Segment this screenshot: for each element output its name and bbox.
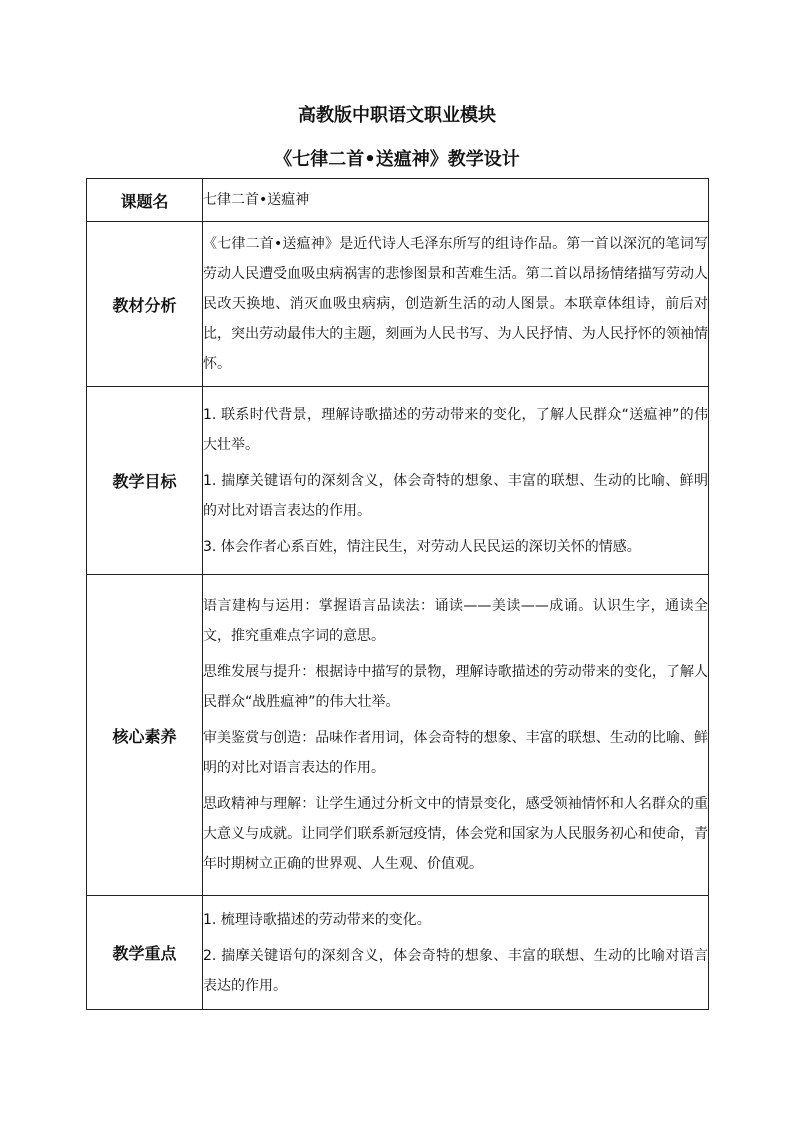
table-row bbox=[87, 222, 709, 387]
table-row bbox=[87, 179, 709, 222]
key-points-label: 教学重点 bbox=[87, 896, 203, 1010]
table-row bbox=[87, 575, 709, 896]
material-analysis-label: 教材分析 bbox=[87, 222, 203, 387]
topic-label: 课题名 bbox=[87, 179, 203, 222]
core-literacy-item: 语言建构与运用：掌握语言品读法：诵读——美读——成诵。认识生字，通读全文，推究重难点字词的意思。 bbox=[203, 598, 708, 644]
core-literacy-item: 思维发展与提升：根据诗中描写的景物，理解诗歌描述的劳动带来的变化，了解人民群众“战胜瘟神”的伟大壮举。 bbox=[203, 664, 708, 710]
core-literacy-cell bbox=[203, 575, 709, 896]
material-analysis-cell bbox=[203, 222, 709, 387]
teaching-goals-cell bbox=[203, 387, 709, 575]
lesson-plan-table bbox=[86, 178, 709, 1010]
core-literacy-item: 思政精神与理解：让学生通过分析文中的情景变化，感受领袖情怀和人名群众的重大意义与成就。让同学们联系新冠疫情，体会党和国家为人民服务初心和使命，青年时期树立正确的世界观、人生观、价值观。 bbox=[203, 796, 708, 872]
teaching-goals-label: 教学目标 bbox=[87, 387, 203, 575]
document-title: 高教版中职语文职业模块 bbox=[298, 105, 496, 126]
document-subtitle: 《七律二首•送瘟神》教学设计 bbox=[274, 149, 520, 170]
table-row bbox=[87, 387, 709, 575]
core-literacy-label: 核心素养 bbox=[87, 575, 203, 896]
table-row bbox=[87, 896, 709, 1010]
teaching-goal-item: 1. 揣摩关键语句的深刻含义，体会奇特的想象、丰富的联想、生动的比喻、鲜明的对比对语言表达的作用。 bbox=[203, 472, 708, 519]
key-points-cell bbox=[203, 896, 709, 1010]
key-point-item: 2. 揣摩关键语句的深刻含义，体会奇特的想象、丰富的联想、生动的比喻对语言表达的作用。 bbox=[203, 947, 708, 994]
key-point-item: 1. 梳理诗歌描述的劳动带来的变化。 bbox=[203, 911, 431, 928]
topic-value: 七律二首•送瘟神 bbox=[203, 179, 709, 222]
teaching-goal-item: 1. 联系时代背景，理解诗歌描述的劳动带来的变化，了解人民群众“送瘟神”的伟大壮举。 bbox=[203, 406, 708, 453]
teaching-goal-item: 3. 体会作者心系百姓，情注民生，对劳动人民民运的深切关怀的情感。 bbox=[203, 538, 641, 555]
core-literacy-item: 审美鉴赏与创造：品味作者用词，体会奇特的想象、丰富的联想、生动的比喻、鲜明的对比对语言表达的作用。 bbox=[203, 730, 708, 776]
material-analysis-text: 《七律二首•送瘟神》是近代诗人毛泽东所写的组诗作品。第一首以深沉的笔词写劳动人民遭受血吸虫病祸害的悲惨图景和苦难生活。第二首以昂扬情绪描写劳动人民改天换地、消灭血吸虫病病，创造新生活的动人图景。本联章体组诗，前后对比，突出劳动最伟大的主题，刻画为人民书写、为人民抒情、为人民抒怀的领袖情怀。 bbox=[203, 236, 708, 372]
